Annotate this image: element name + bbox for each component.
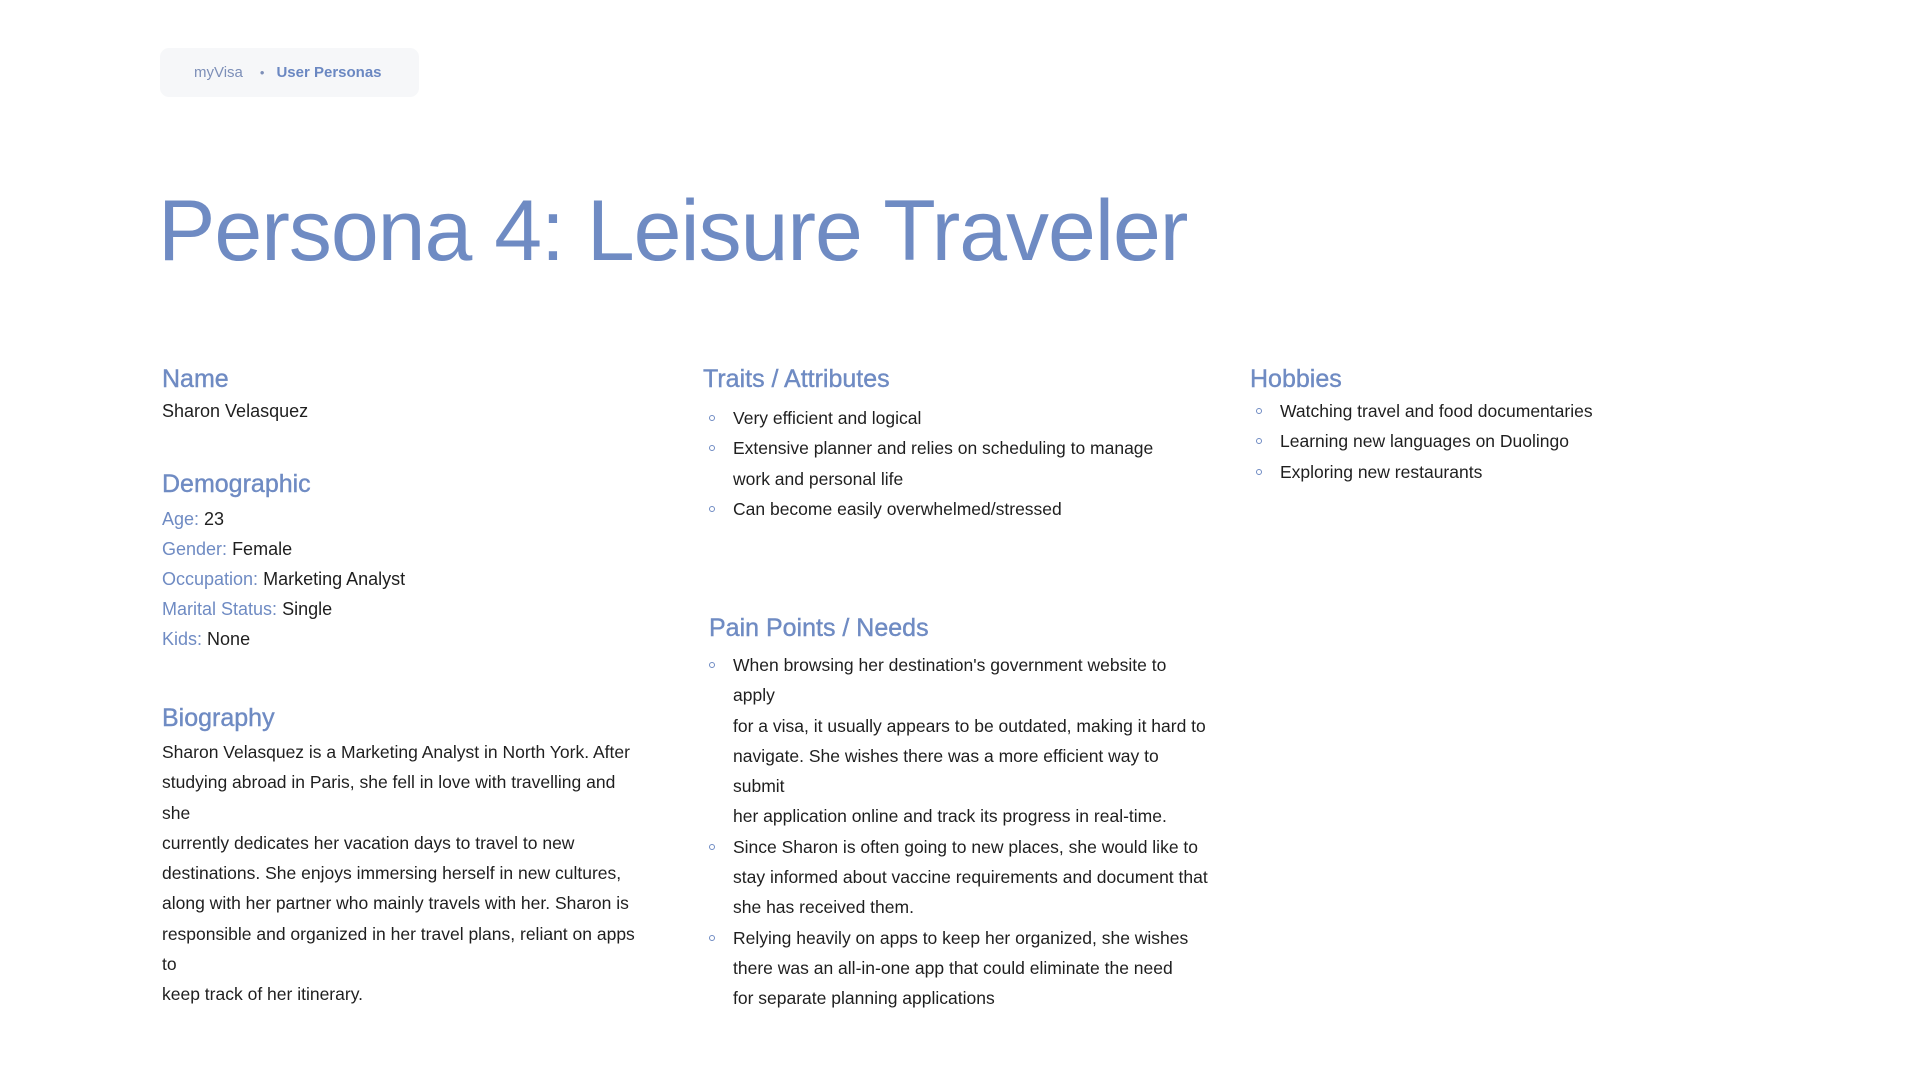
traits-heading: Traits / Attributes — [703, 365, 890, 393]
biography-text — [162, 737, 642, 1010]
field-value: Female — [232, 539, 293, 559]
biography-line: destinations. She enjoys immersing herself in new cultures, — [162, 863, 622, 884]
list-item-line: work and personal life — [733, 468, 904, 489]
demographic-field-marital-status — [162, 594, 622, 624]
list-item-line: When browsing her destination's government website to apply — [733, 655, 1167, 706]
list-item — [703, 433, 1183, 494]
name-heading: Name — [162, 365, 229, 393]
field-value: 23 — [204, 509, 225, 529]
list-item-line: Extensive planner and relies on scheduling to manage — [733, 438, 1154, 459]
field-label: Gender: — [162, 539, 228, 559]
field-label: Occupation: — [162, 569, 259, 589]
demographic-field-occupation — [162, 564, 622, 594]
demographic-heading: Demographic — [162, 470, 311, 498]
traits-list — [703, 403, 1183, 524]
list-item — [703, 403, 1183, 433]
list-item-line: navigate. She wishes there was a more efficient way to submit — [733, 745, 1159, 797]
demographic-field-kids — [162, 624, 622, 654]
breadcrumb-parent-link[interactable]: myVisa — [194, 64, 243, 81]
biography-line: responsible and organized in her travel plans, reliant on apps to — [162, 923, 635, 975]
list-item — [703, 494, 1183, 524]
list-item-line: her application online and track its progress in real-time. — [733, 806, 1167, 827]
field-label: Marital Status: — [162, 599, 278, 619]
list-item — [703, 832, 1209, 923]
list-item-line: Can become easily overwhelmed/stressed — [733, 498, 1062, 519]
biography-line: keep track of her itinerary. — [162, 984, 364, 1005]
biography-heading: Biography — [162, 704, 275, 732]
demographic-field-age — [162, 504, 622, 534]
breadcrumb-separator: • — [259, 65, 265, 80]
list-item-line: for a visa, it usually appears to be outdated, making it hard to — [733, 715, 1206, 736]
traits-section — [703, 362, 1183, 524]
biography-line: currently dedicates her vacation days to travel to new — [162, 832, 575, 853]
pain-points-heading: Pain Points / Needs — [709, 614, 929, 642]
demographic-field-gender — [162, 534, 622, 564]
list-item-line: there was an all-in-one app that could eliminate the need — [733, 957, 1173, 978]
list-item-line: Since Sharon is often going to new places, she would like to — [733, 836, 1199, 857]
breadcrumb — [160, 48, 419, 97]
field-value: Marketing Analyst — [263, 569, 406, 589]
demographic-fields — [162, 504, 622, 654]
list-item — [1250, 396, 1650, 426]
field-label: Age: — [162, 509, 200, 529]
list-item-line: Learning new languages on Duolingo — [1280, 431, 1569, 452]
list-item-line: Relying heavily on apps to keep her organized, she wishes — [733, 927, 1189, 948]
field-value: Single — [282, 599, 333, 619]
field-label: Kids: — [162, 629, 203, 649]
list-item — [1250, 426, 1650, 456]
page-title: Persona 4: Leisure Traveler — [158, 183, 1188, 279]
demographic-section — [162, 467, 622, 654]
list-item — [703, 650, 1209, 832]
list-item-line: Watching travel and food documentaries — [1280, 401, 1593, 421]
name-section — [162, 362, 622, 426]
list-item — [703, 923, 1209, 1014]
breadcrumb-current-page[interactable]: User Personas — [276, 64, 382, 81]
list-item-line: she has received them. — [733, 897, 914, 918]
list-item-line: for separate planning applications — [733, 988, 995, 1009]
hobbies-section — [1250, 362, 1650, 487]
list-item-line: Exploring new restaurants — [1280, 461, 1483, 482]
hobbies-list — [1250, 396, 1650, 487]
hobbies-heading: Hobbies — [1250, 365, 1342, 393]
biography-line: Sharon Velasquez is a Marketing Analyst in North York. After — [162, 742, 630, 762]
list-item — [1250, 457, 1650, 487]
persona-name: Sharon Velasquez — [162, 401, 309, 421]
list-item-line: Very efficient and logical — [733, 408, 922, 428]
biography-line: studying abroad in Paris, she fell in love with travelling and she — [162, 772, 616, 823]
biography-section — [162, 701, 642, 1010]
field-value: None — [207, 629, 251, 649]
pain-points-section — [709, 611, 1209, 1014]
list-item-line: stay informed about vaccine requirements and document that — [733, 867, 1208, 888]
biography-line: along with her partner who mainly travels with her. Sharon is — [162, 893, 629, 914]
pain-points-list — [703, 650, 1209, 1014]
